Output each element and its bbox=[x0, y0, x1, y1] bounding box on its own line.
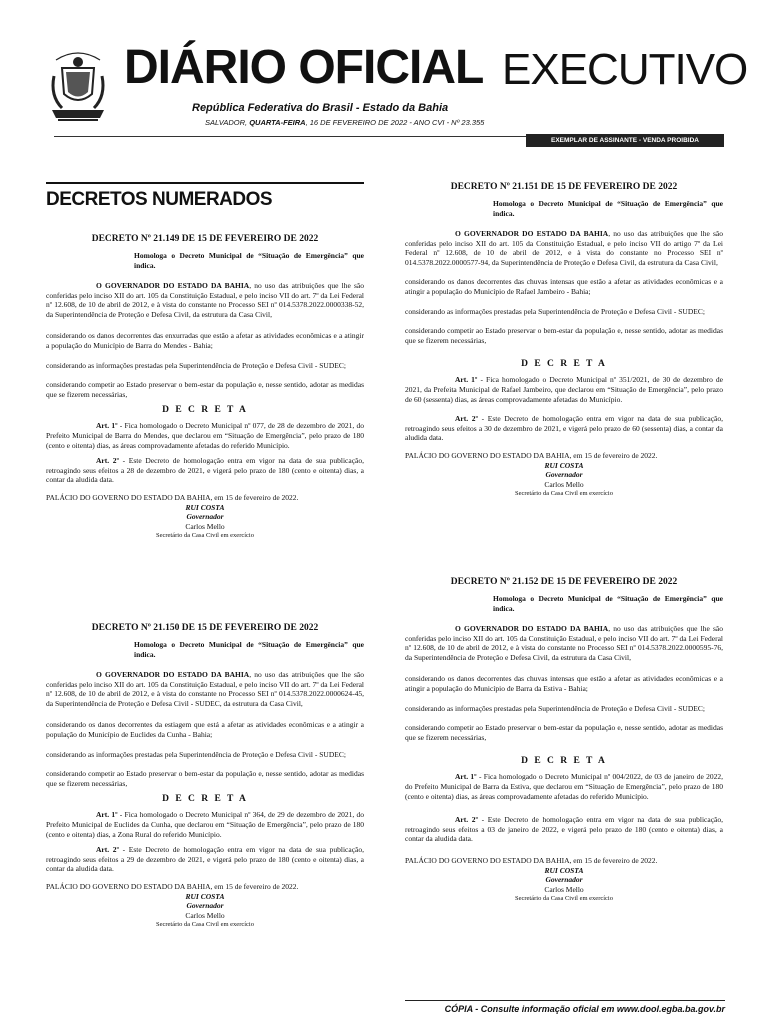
decree-21150 bbox=[46, 622, 364, 929]
considerando: considerando as informações prestadas pela Superintendência de Proteção e Defesa Civil - SUDEC; bbox=[46, 749, 346, 759]
governor-title: Governador bbox=[186, 901, 224, 910]
palacio-line: PALÁCIO DO GOVERNO DO ESTADO DA BAHIA, em 15 de fevereiro de 2022. bbox=[46, 492, 299, 502]
section-bar bbox=[46, 182, 364, 184]
considerando: considerando competir ao Estado preservar o bem-estar da população e, nesse sentido, adotar as medidas que se fizerem necessárias, bbox=[405, 326, 723, 345]
section-title: DECRETOS NUMERADOS bbox=[46, 189, 273, 210]
decree-heading: DECRETO Nº 21.152 DE 15 DE FEVEREIRO DE 2022 bbox=[450, 577, 678, 587]
article-1: Art. 1º - Fica homologado o Decreto Municipal nº 351/2021, de 30 de dezembro de 2021, da Prefeita Municipal de Rafael Jambeiro, que declarou em “Situação de Emergência”, pelo prazo de 60 (sessenta) dias, as áreas comprovadamente afetadas do Município. bbox=[405, 375, 723, 404]
secretary-title: Secretário da Casa Civil em exercício bbox=[155, 921, 254, 928]
palacio-line: PALÁCIO DO GOVERNO DO ESTADO DA BAHIA, em 15 de fevereiro de 2022. bbox=[405, 450, 658, 460]
considerando: considerando as informações prestadas pela Superintendência de Proteção e Defesa Civil - SUDEC; bbox=[46, 360, 346, 370]
article-2: Art. 2º - Este Decreto de homologação entra em vigor na data de sua publicação, retroagindo seus efeitos a 28 de dezembro de 2021, e vigerá pelo prazo de 180 (cento e oitenta) dias, a contar da aludida data. bbox=[46, 456, 365, 485]
decree-ementa: Homologa o Decreto Municipal de “Situação de Emergência” que indica. bbox=[493, 199, 723, 218]
secretary-name: Carlos Mello bbox=[544, 479, 584, 489]
decree-intro: O GOVERNADOR DO ESTADO DA BAHIA, no uso das atribuições que lhe são conferidas pelo inciso XII do art. 105 da Constituição Estadual, e pelo inciso VII do art. 7º da Lei Federal nº 12.608, de 10 de abril de 2012, e à vista do constante no Processo SEI nº 014.5378.2022.0000624-45, da Superintendência de Proteção e Defesa Civil - SUDEC, da estrutura da Casa Civil, bbox=[46, 670, 364, 708]
decree-heading: DECRETO Nº 21.149 DE 15 DE FEVEREIRO DE 2022 bbox=[91, 234, 319, 244]
republic-line: República Federativa do Brasil - Estado da Bahia bbox=[192, 102, 449, 114]
decree-21152 bbox=[405, 576, 723, 903]
decreta-label: D E C R E T A bbox=[162, 405, 248, 416]
considerando: considerando os danos decorrentes das enxurradas que estão a afetar as atividades econômicas e a atingir a população do Município de Barra do Mendes - Bahia; bbox=[46, 331, 364, 350]
considerando: considerando competir ao Estado preservar o bem-estar da população e, nesse sentido, adotar as medidas que se fizerem necessárias, bbox=[46, 380, 364, 399]
palacio-line: PALÁCIO DO GOVERNO DO ESTADO DA BAHIA, em 15 de fevereiro de 2022. bbox=[46, 881, 299, 891]
decree-ementa: Homologa o Decreto Municipal de “Situação de Emergência” que indica. bbox=[493, 594, 723, 613]
governor-name: RUI COSTA bbox=[544, 460, 584, 470]
decree-heading: DECRETO Nº 21.150 DE 15 DE FEVEREIRO DE 2022 bbox=[91, 623, 319, 633]
article-2: Art. 2º - Este Decreto de homologação entra em vigor na data de sua publicação, retroagindo seus efeitos a 03 de janeiro de 2022, e vigerá pelo prazo de 180 (cento e oitenta) dias, a contar da aludida data. bbox=[405, 815, 724, 844]
palacio-line: PALÁCIO DO GOVERNO DO ESTADO DA BAHIA, em 15 de fevereiro de 2022. bbox=[405, 855, 658, 865]
article-1: Art. 1º - Fica homologado o Decreto Municipal nº 077, de 28 de dezembro de 2021, do Prefeito Municipal de Barra do Mendes, que declarou em “Situação de Emergência”, pelo prazo de 180 (cento e oitenta) dias, as áreas comprovadamente afetadas do referido Município. bbox=[46, 421, 365, 450]
dateline: SALVADOR, QUARTA-FEIRA, 16 DE FEVEREIRO DE 2022 - ANO CVI - Nº 23.355 bbox=[205, 118, 485, 127]
secretary-name: Carlos Mello bbox=[185, 910, 225, 920]
article-1: Art. 1º - Fica homologado o Decreto Municipal nº 004/2022, de 03 de janeiro de 2022, do Prefeito Municipal de Barra da Estiva, que declarou em “Situação de Emergência”, pelo prazo de 180 (cento e oitenta) dias, as áreas comprovadamente afetadas do referido Município. bbox=[405, 772, 724, 801]
decreta-label: D E C R E T A bbox=[162, 794, 248, 805]
considerando: considerando competir ao Estado preservar o bem-estar da população e, nesse sentido, adotar as medidas que se fizerem necessárias, bbox=[405, 723, 723, 742]
decree-heading: DECRETO Nº 21.151 DE 15 DE FEVEREIRO DE 2022 bbox=[450, 182, 678, 192]
footer-copy-notice: CÓPIA - Consulte informação oficial em www.dool.egba.ba.gov.br bbox=[444, 1004, 725, 1014]
decree-21151 bbox=[405, 181, 723, 498]
decreta-label: D E C R E T A bbox=[521, 756, 607, 767]
decree-intro: O GOVERNADOR DO ESTADO DA BAHIA, no uso das atribuições que lhe são conferidas pelo inciso XII do art. 105 da Constituição Estadual, e pelo inciso VII do art. 7º da Lei Federal nº 12.608, de 10 de abril de 2012, e à vista do constante no Processo SEI nº 014.5378.2022.0000595-76, da Superintendência de Proteção e Defesa Civil, da estrutura da Casa Civil, bbox=[405, 624, 723, 662]
secretary-title: Secretário da Casa Civil em exercício bbox=[155, 532, 254, 539]
footer-rule bbox=[405, 1000, 725, 1001]
article-2: Art. 2º - Este Decreto de homologação entra em vigor na data de sua publicação, retroagindo seus efeitos a 29 de dezembro de 2021, e vigerá pelo prazo de 180 (cento e oitenta) dias, a contar da aludida data. bbox=[46, 845, 365, 874]
considerando: considerando os danos decorrentes das chuvas intensas que estão a afetar as atividades econômicas e a atingir a população do Município de Rafael Jambeiro - Bahia; bbox=[405, 277, 723, 296]
newspaper-title: DIÁRIO OFICIAL bbox=[124, 41, 484, 94]
decree-ementa: Homologa o Decreto Municipal de “Situação de Emergência” que indica. bbox=[134, 251, 364, 270]
considerando: considerando os danos decorrentes das chuvas intensas que estão a afetar as atividades econômicas e a atingir a população do Município de Barra da Estiva - Bahia; bbox=[405, 674, 723, 693]
masthead bbox=[0, 0, 770, 150]
governor-name: RUI COSTA bbox=[544, 865, 584, 875]
decree-ementa: Homologa o Decreto Municipal de “Situação de Emergência” que indica. bbox=[134, 640, 364, 659]
governor-name: RUI COSTA bbox=[185, 502, 225, 512]
article-1: Art. 1º - Fica homologado o Decreto Municipal nº 364, de 29 de dezembro de 2021, do Prefeito Municipal de Euclides da Cunha, que declarou em “Situação de Emergência”, pelo prazo de 180 (cento e oitenta) dias, a Zona Rural do referido Município. bbox=[46, 810, 365, 839]
governor-title: Governador bbox=[545, 875, 583, 884]
article-2: Art. 2º - Este Decreto de homologação entra em vigor na data de sua publicação, retroagindo seus efeitos a 30 de dezembro de 2021, e vigerá pelo prazo de 60 (sessenta) dias, a contar da aludida data. bbox=[405, 414, 724, 443]
decree-intro: O GOVERNADOR DO ESTADO DA BAHIA, no uso das atribuições que lhe são conferidas pelo inciso XII do art. 105 da Constituição Estadual, e pelo inciso VII do art. 7º da Lei Federal nº 12.608, de 10 de abril de 2012, e à vista do constante no Processo SEI nº 014.5378.2022.0000338-52, da Superintendência de Proteção e Defesa Civil, da estrutura da Casa Civil, bbox=[46, 281, 364, 319]
decreta-label: D E C R E T A bbox=[521, 359, 607, 370]
secretary-name: Carlos Mello bbox=[185, 521, 225, 531]
considerando: considerando competir ao Estado preservar o bem-estar da população e, nesse sentido, adotar as medidas que se fizerem necessárias, bbox=[46, 769, 364, 788]
secretary-title: Secretário da Casa Civil em exercício bbox=[514, 895, 613, 902]
governor-name: RUI COSTA bbox=[185, 891, 225, 901]
considerando: considerando os danos decorrentes da estiagem que está a afetar as atividades econômicas e a atingir a população do Município de Euclides da Cunha - Bahia; bbox=[46, 720, 364, 739]
decree-intro: O GOVERNADOR DO ESTADO DA BAHIA, no uso das atribuições que lhe são conferidas pelo inciso XII do art. 105 da Constituição Estadual, e pelo inciso VII do artigo 7º da Lei Federal nº 12.608, de 10 de abril de 2012, e à vista do constante no Processo SEI nº 014.5378.2022.0000577-94, da Superintendência de Proteção e Defesa Civil, da estrutura da Casa Civil, bbox=[405, 229, 723, 267]
newspaper-subtitle: EXECUTIVO bbox=[502, 45, 748, 94]
secretary-name: Carlos Mello bbox=[544, 884, 584, 894]
subscriber-band: EXEMPLAR DE ASSINANTE - VENDA PROIBIDA bbox=[526, 134, 724, 147]
secretary-title: Secretário da Casa Civil em exercício bbox=[514, 490, 613, 497]
decree-21149 bbox=[46, 233, 364, 540]
considerando: considerando as informações prestadas pela Superintendência de Proteção e Defesa Civil - SUDEC; bbox=[405, 306, 705, 316]
governor-title: Governador bbox=[545, 470, 583, 479]
state-seal-icon bbox=[48, 46, 108, 128]
considerando: considerando as informações prestadas pela Superintendência de Proteção e Defesa Civil - SUDEC; bbox=[405, 703, 705, 713]
governor-title: Governador bbox=[186, 512, 224, 521]
